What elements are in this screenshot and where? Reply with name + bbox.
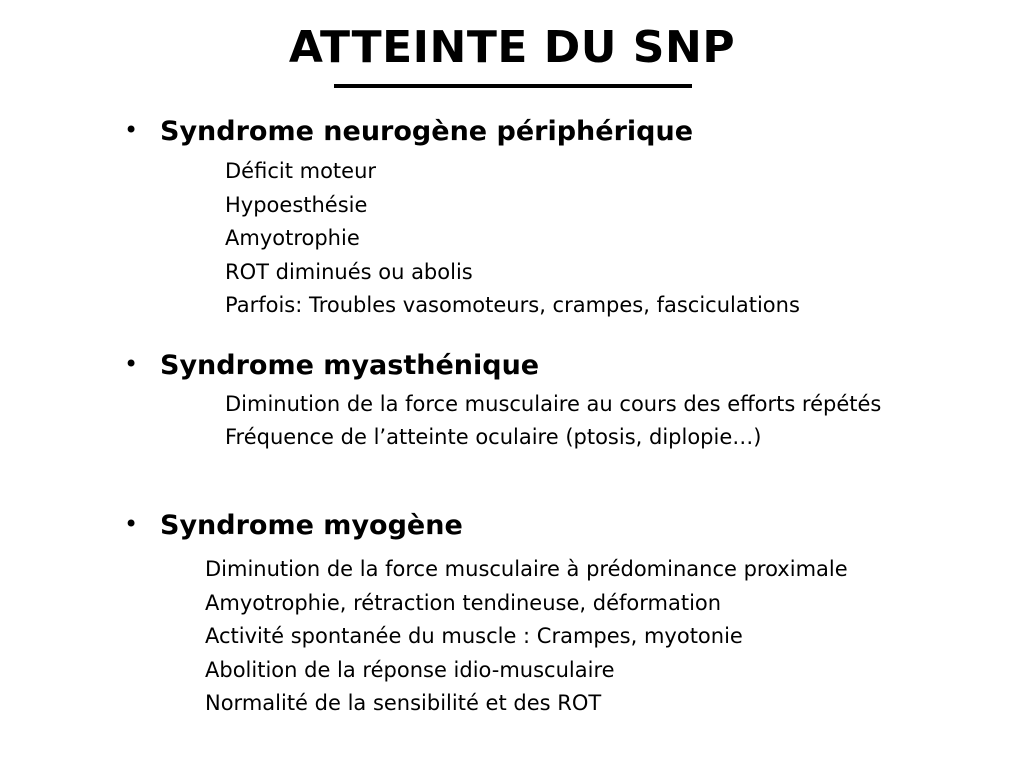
list-item: ROT diminués ou abolis [225, 259, 473, 284]
section-header [0, 116, 1024, 150]
list-item: Fréquence de l’atteinte oculaire (ptosis, diplopie…) [225, 425, 762, 449]
list-item: Hypoesthésie [225, 192, 368, 217]
item-list [0, 390, 1024, 450]
list-item: Abolition de la réponse idio-musculaire [205, 657, 615, 682]
bullet-icon: • [124, 116, 139, 144]
list-item: Diminution de la force musculaire à prédominance proximale [205, 557, 848, 581]
list-item: Normalité de la sensibilité et des ROT [205, 691, 602, 716]
list-item: Activité spontanée du muscle : Crampes, myotonie [205, 624, 743, 649]
list-item: Amyotrophie [225, 226, 360, 251]
section-header [0, 510, 1024, 544]
section-neurogene [0, 116, 1024, 326]
list-item: Diminution de la force musculaire au cours des efforts répétés [225, 392, 882, 416]
section-myasthenique [0, 350, 1024, 458]
section-heading: Syndrome myasthénique [160, 350, 540, 381]
section-header [0, 350, 1024, 384]
item-list [0, 556, 1024, 716]
list-item: Amyotrophie, rétraction tendineuse, déformation [205, 590, 722, 615]
title-underline [334, 84, 692, 88]
item-list [0, 158, 1024, 318]
slide-title: ATTEINTE DU SNP [288, 22, 736, 73]
section-myogene [0, 510, 1024, 724]
section-heading: Syndrome neurogène périphérique [160, 116, 693, 147]
bullet-icon: • [124, 510, 139, 538]
section-heading: Syndrome myogène [160, 510, 463, 541]
list-item: Déficit moteur [225, 159, 377, 183]
bullet-icon: • [124, 350, 139, 378]
list-item: Parfois: Troubles vasomoteurs, crampes, fasciculations [225, 293, 800, 318]
